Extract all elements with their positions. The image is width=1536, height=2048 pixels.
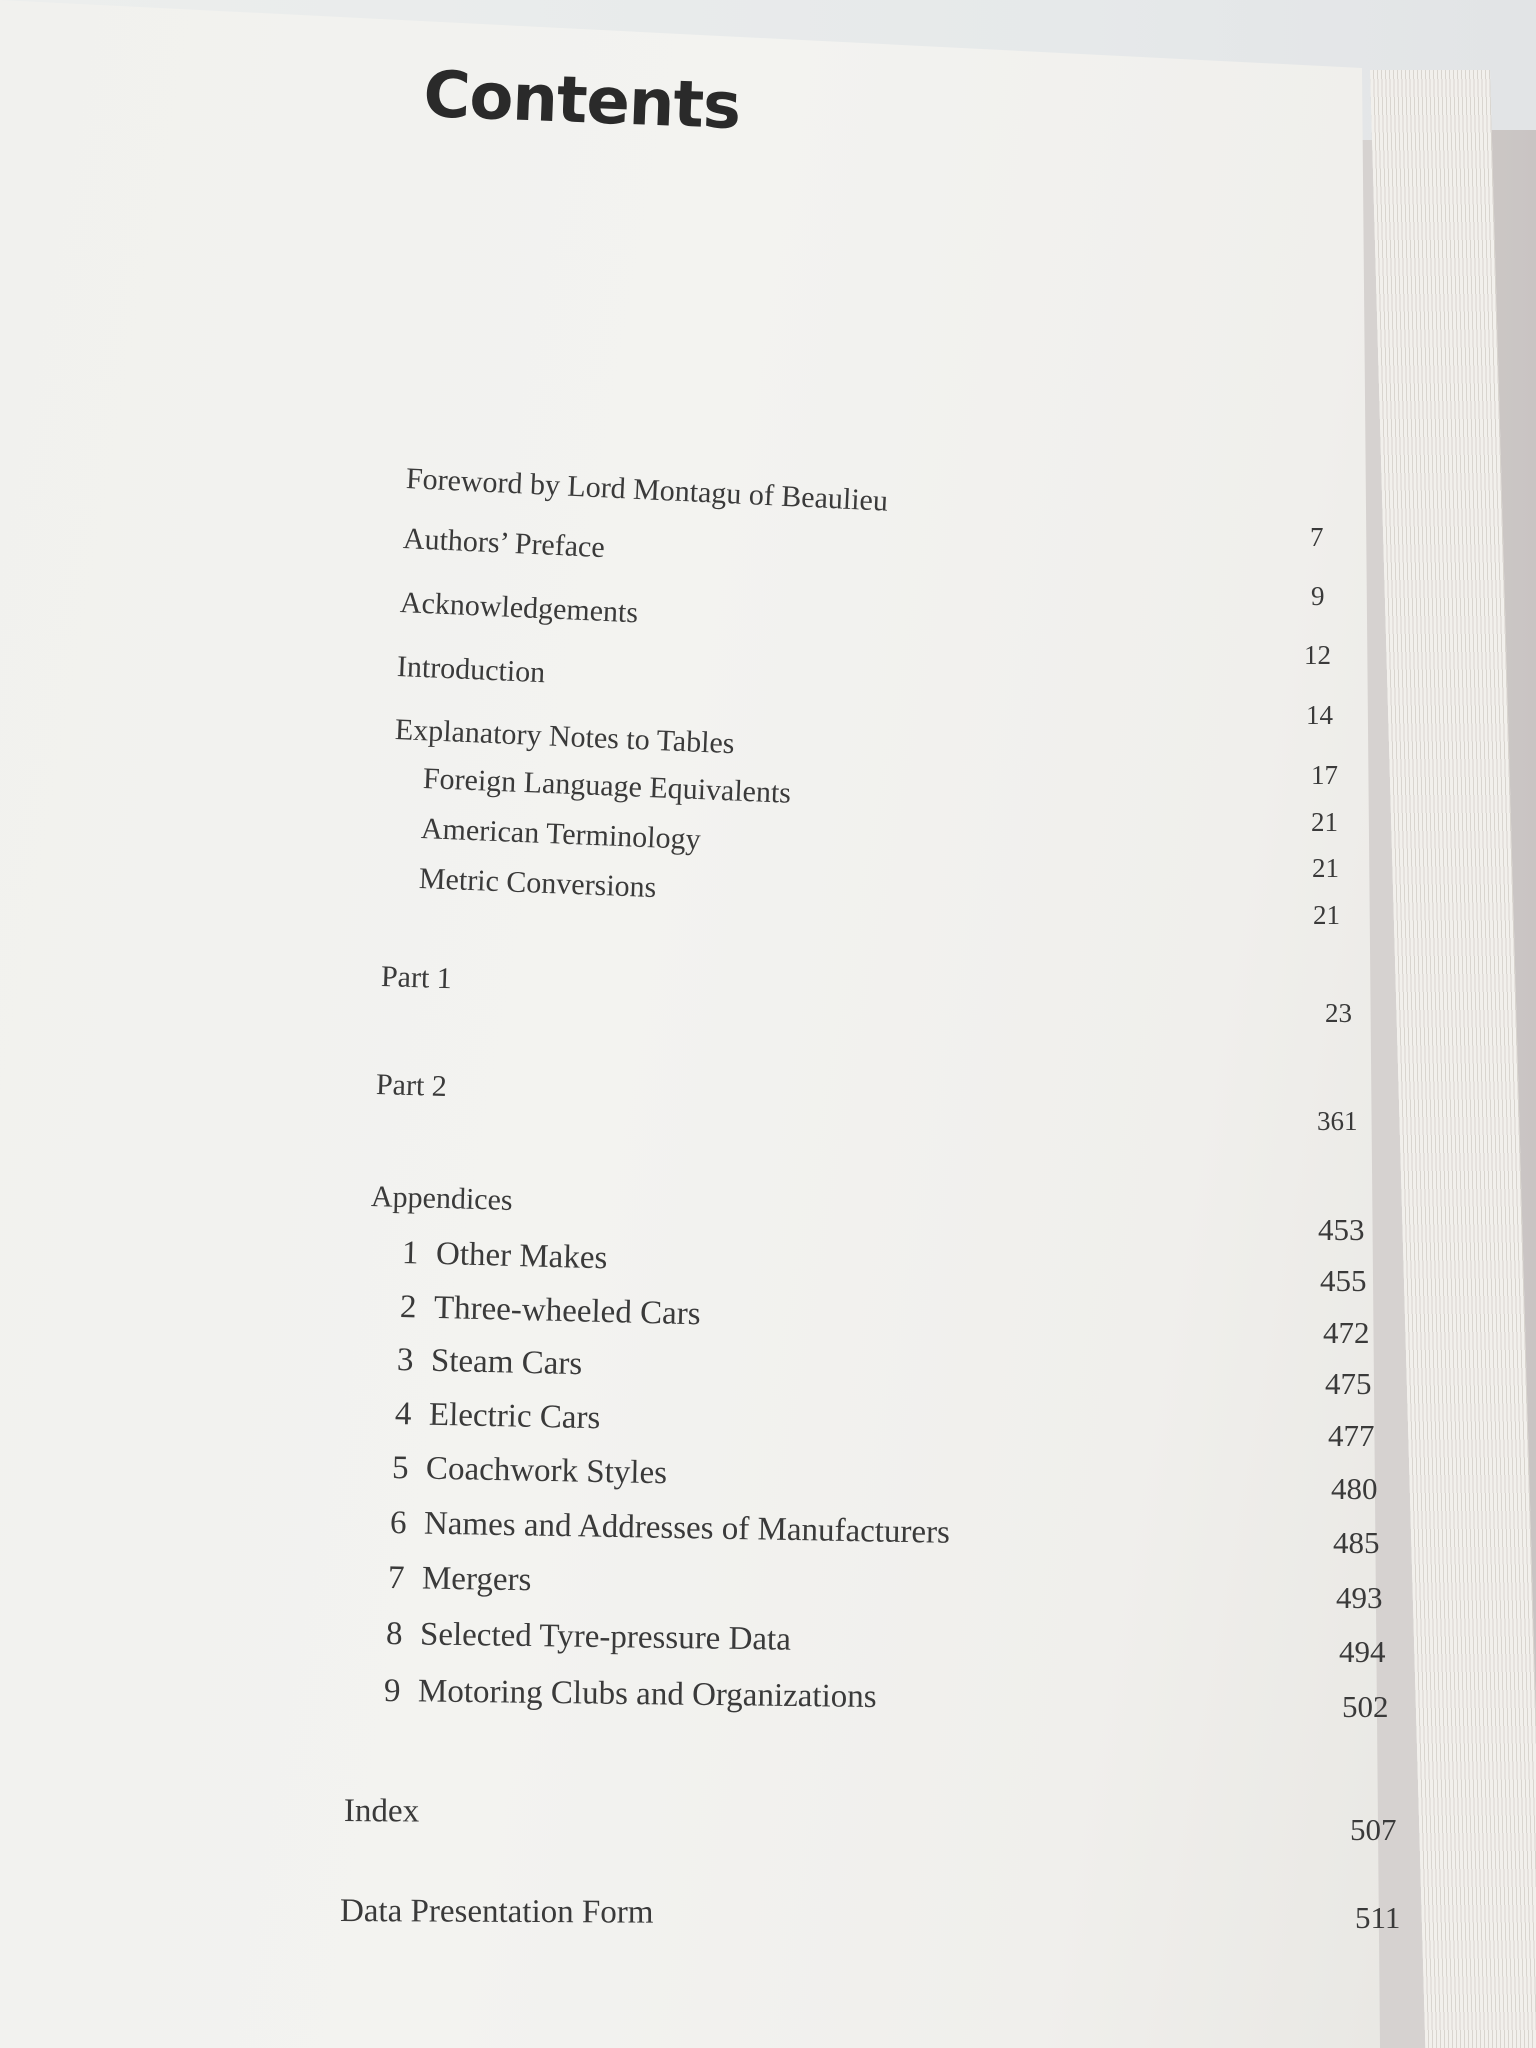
appendix-number: 3 bbox=[396, 1342, 414, 1379]
toc-entry-acknowledgements: Acknowledgements bbox=[399, 586, 639, 630]
toc-entry-american-terminology: American Terminology bbox=[420, 812, 702, 857]
toc-page-number: 480 bbox=[1331, 1471, 1378, 1506]
appendix-label: Names and Addresses of Manufacturers bbox=[423, 1505, 951, 1551]
toc-page-number: 453 bbox=[1318, 1212, 1365, 1247]
toc-page-number: 455 bbox=[1320, 1263, 1367, 1298]
toc-page-number: 21 bbox=[1312, 853, 1339, 883]
toc-entry-appendices: Appendices bbox=[370, 1180, 514, 1217]
toc-page-number: 507 bbox=[1350, 1812, 1397, 1847]
toc-entry-foreign-language: Foreign Language Equivalents bbox=[422, 762, 792, 810]
toc-entry-part-2: Part 2 bbox=[375, 1068, 448, 1104]
toc-page-number: 21 bbox=[1313, 900, 1340, 930]
toc-entry-introduction: Introduction bbox=[396, 650, 546, 690]
appendix-label: Mergers bbox=[421, 1560, 532, 1599]
toc-page-number: 361 bbox=[1317, 1106, 1358, 1136]
toc-page-number: 7 bbox=[1310, 522, 1324, 552]
toc-page-number: 477 bbox=[1328, 1418, 1375, 1453]
appendix-number: 1 bbox=[401, 1235, 419, 1272]
toc-entry-appendix-9 bbox=[384, 1673, 877, 1716]
toc-entry-appendix-7 bbox=[388, 1560, 532, 1599]
appendix-label: Steam Cars bbox=[430, 1342, 583, 1383]
toc-page-number: 475 bbox=[1325, 1366, 1372, 1401]
toc-page-number: 502 bbox=[1342, 1689, 1389, 1724]
appendix-label: Three-wheeled Cars bbox=[433, 1289, 701, 1333]
toc-entry-appendix-6 bbox=[390, 1505, 951, 1552]
toc-entry-explanatory-notes: Explanatory Notes to Tables bbox=[394, 713, 736, 761]
toc-page-number: 14 bbox=[1306, 700, 1333, 730]
toc-entry-appendix-5 bbox=[392, 1450, 668, 1492]
toc-page-number: 472 bbox=[1323, 1315, 1370, 1350]
toc-page-number: 485 bbox=[1333, 1525, 1380, 1560]
toc-page-number: 12 bbox=[1304, 640, 1331, 670]
toc-page-number: 9 bbox=[1311, 581, 1325, 611]
toc-entry-foreword: Foreword by Lord Montagu of Beaulieu bbox=[405, 462, 889, 518]
page-title: Contents bbox=[422, 58, 742, 145]
appendix-label: Selected Tyre-pressure Data bbox=[419, 1616, 792, 1658]
toc-page-number: 494 bbox=[1339, 1634, 1386, 1669]
toc-entry-appendix-4 bbox=[395, 1396, 601, 1437]
toc-entry-data-presentation-form: Data Presentation Form bbox=[339, 1893, 654, 1931]
toc-page-number: 23 bbox=[1325, 998, 1352, 1028]
toc-page-number: 21 bbox=[1311, 807, 1338, 837]
appendix-label: Motoring Clubs and Organizations bbox=[417, 1673, 877, 1716]
toc-entry-appendix-3 bbox=[397, 1342, 583, 1383]
appendix-number: 8 bbox=[385, 1616, 403, 1653]
appendix-number: 9 bbox=[383, 1673, 401, 1710]
appendix-label: Coachwork Styles bbox=[425, 1450, 668, 1492]
appendix-number: 2 bbox=[399, 1289, 417, 1326]
toc-entry-appendix-1 bbox=[402, 1235, 608, 1277]
toc-entry-preface: Authors’ Preface bbox=[402, 522, 606, 565]
toc-entry-metric-conversions: Metric Conversions bbox=[418, 862, 657, 905]
toc-entry-index: Index bbox=[343, 1793, 420, 1830]
appendix-number: 7 bbox=[387, 1560, 405, 1597]
toc-entry-part-1: Part 1 bbox=[380, 960, 453, 996]
toc-page-number: 511 bbox=[1355, 1900, 1401, 1935]
appendix-number: 6 bbox=[389, 1505, 407, 1542]
toc-page-number: 493 bbox=[1336, 1580, 1383, 1615]
appendix-number: 4 bbox=[394, 1396, 412, 1433]
toc-page-number: 17 bbox=[1311, 760, 1338, 790]
toc-entry-appendix-8 bbox=[386, 1616, 791, 1659]
appendix-number: 5 bbox=[391, 1450, 409, 1487]
appendix-label: Electric Cars bbox=[428, 1396, 601, 1437]
toc-entry-appendix-2 bbox=[400, 1289, 701, 1333]
appendix-label: Other Makes bbox=[435, 1235, 608, 1277]
